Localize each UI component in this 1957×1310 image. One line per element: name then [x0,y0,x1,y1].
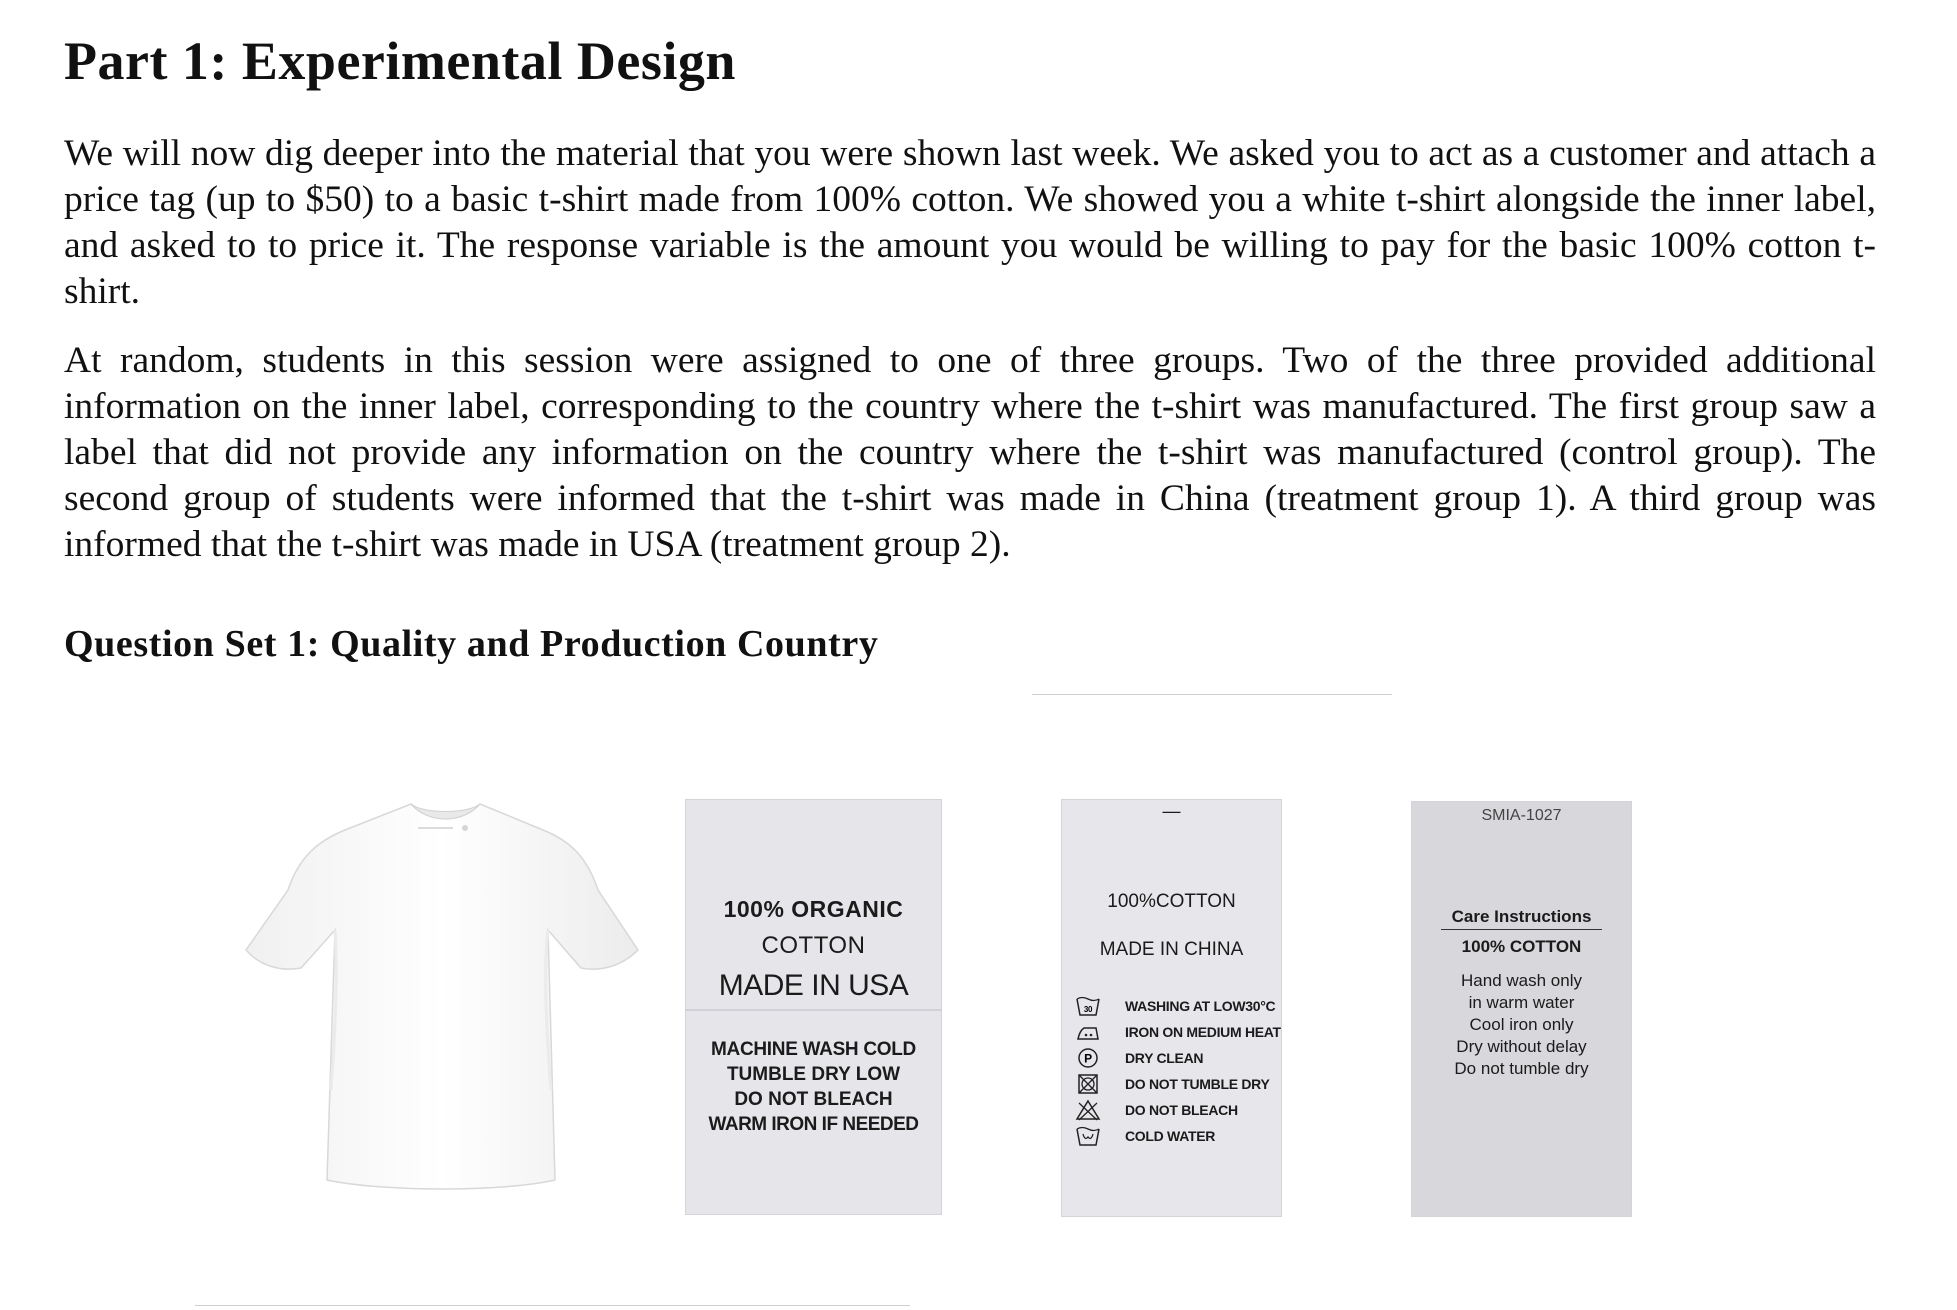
care-line: Do not tumble dry [1454,1059,1589,1078]
care-line: Cool iron only [1469,1015,1574,1034]
care-text: DRY CLEAN [1125,1050,1204,1066]
heading-underline [1441,929,1602,930]
dry-clean-icon [1075,1047,1101,1069]
cold-water-icon [1075,1125,1101,1147]
care-line: WARM IRON IF NEEDED [708,1114,919,1135]
care-line: Dry without delay [1456,1037,1587,1056]
care-row [1075,1125,1278,1149]
care-line: DO NOT BLEACH [734,1089,893,1110]
care-line: TUMBLE DRY LOW [726,1064,901,1085]
dry-clean-letter: P [1084,1051,1092,1066]
label-mark: — [1162,801,1181,821]
label-line: 100%COTTON [1107,891,1236,912]
label-line: 100% ORGANIC [723,896,904,922]
care-text: DO NOT TUMBLE DRY [1125,1076,1270,1092]
care-row [1075,1021,1281,1045]
label-material: 100% COTTON [1461,937,1582,956]
no-bleach-icon [1075,1099,1101,1121]
label-country: MADE IN CHINA [1099,939,1244,960]
wash-temp-text: 30 [1083,1005,1093,1014]
intro-paragraph: We will now dig deeper into the material that you were shown last week. We asked you to act as a customer and attach a price tag (up to $50) to a basic t-shirt made from 100% cotton. We showed you a white t-shirt alongside the inner label, and asked to to price it. The response variable is the amount you would be willing to pay for the basic 100% cotton t-shirt. [64,133,1876,312]
care-line: in warm water [1468,993,1575,1012]
care-row [1075,1047,1278,1071]
page-title: Part 1: Experimental Design [64,31,736,91]
wash-30-icon [1075,995,1101,1017]
section-subtitle: Question Set 1: Quality and Production Country [64,623,879,665]
label-heading: Care Instructions [1451,907,1592,926]
label-line: COTTON [761,932,866,959]
care-row [1075,995,1278,1019]
no-tumble-dry-icon [1075,1073,1101,1095]
care-row [1075,1099,1278,1123]
care-text: COLD WATER [1125,1128,1216,1144]
label-country: MADE IN USA [718,969,909,1002]
care-text: IRON ON MEDIUM HEAT [1125,1024,1281,1040]
iron-icon [1075,1021,1101,1043]
groups-paragraph: At random, students in this session were assigned to one of three groups. Two of the three provided additional information on the inner label, corresponding to the country where the t-shirt was manufactured. The first group saw a label that did not provide any information on the country where the t-shirt was manufactured (control group). The second group of students were informed that the t-shirt was made in China (treatment group 1). A third group was informed that the t-shirt was made in USA (treatment group 2). [64,340,1876,565]
label-made-in-usa [685,799,942,1215]
care-text: DO NOT BLEACH [1125,1102,1238,1118]
care-line: Hand wash only [1461,971,1582,990]
care-text: WASHING AT LOW30°C [1125,998,1276,1014]
care-row [1075,1073,1278,1097]
tshirt-image [243,790,643,1190]
divider-line [1032,694,1392,695]
label-code: SMIA-1027 [1481,807,1562,824]
label-seam [685,1009,942,1011]
label-made-in-china [1061,799,1282,1217]
divider-line [195,1305,910,1306]
care-line: MACHINE WASH COLD [711,1039,916,1060]
label-no-country [1411,801,1632,1217]
